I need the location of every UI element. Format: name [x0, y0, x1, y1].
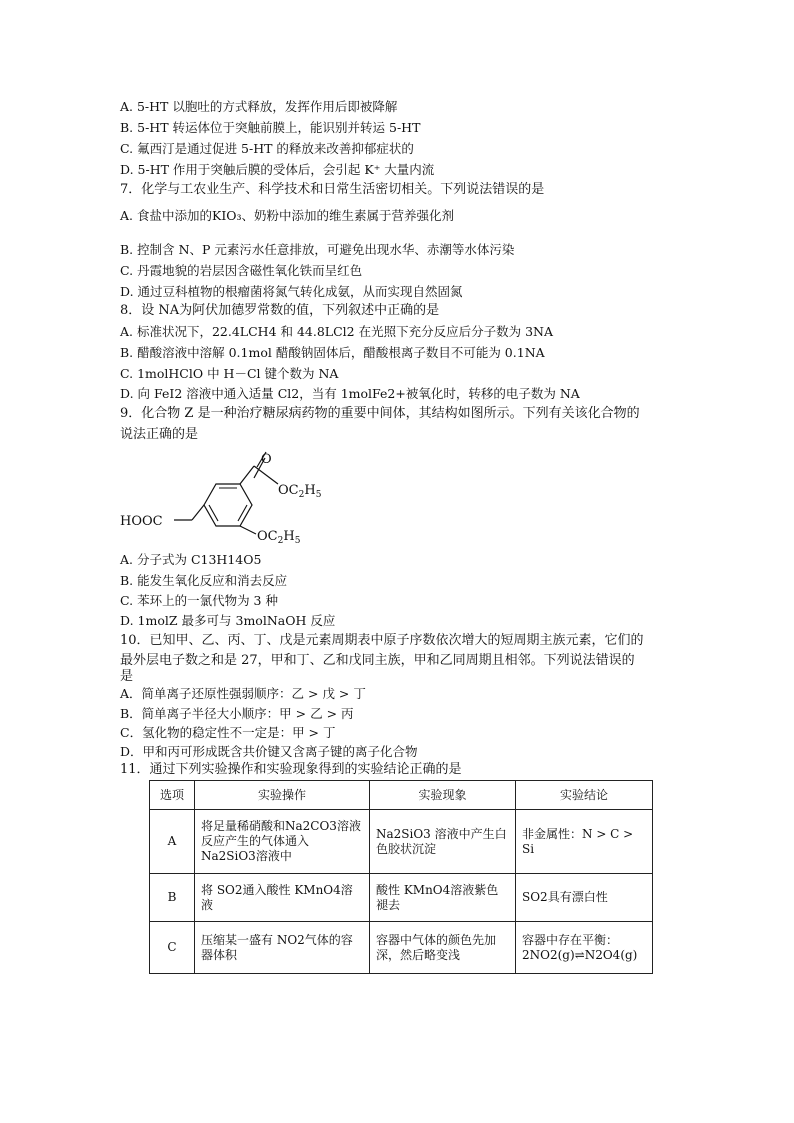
ch2-bond — [192, 505, 204, 520]
q7-option-c: C. 丹霞地貌的岩层因含磁性氧化铁而呈红色 — [120, 263, 363, 278]
q10-option-b: B．简单离子半径大小顺序：甲 > 乙 > 丙 — [120, 706, 354, 721]
benzene-ring — [204, 484, 252, 526]
q8-option-b: B. 醋酸溶液中溶解 0.1mol 醋酸钠固体后，醋酸根离子数目不可能为 0.1NA — [120, 345, 545, 360]
experiment-table — [149, 780, 653, 974]
q9-stem-line2: 说法正确的是 — [120, 427, 199, 442]
ester-o-bond — [254, 466, 278, 484]
table-row — [150, 922, 653, 974]
table-header-row — [150, 781, 653, 810]
q7-option-a: A. 食盐中添加的KIO₃、奶粉中添加的维生素属于营养强化剂 — [120, 208, 455, 223]
compound-z-structure — [118, 448, 348, 548]
q10-option-d: D．甲和丙可形成既含共价键又含离子键的离子化合物 — [120, 744, 418, 759]
row-phenomenon: 容器中气体的颜色先加深，然后略变浅 — [370, 922, 516, 974]
row-option: C — [150, 922, 195, 974]
header-operation: 实验操作 — [195, 781, 370, 810]
q6-option-d: D. 5-HT 作用于突触后膜的受体后，会引起 K⁺ 大量内流 — [120, 162, 435, 177]
q8-option-d: D. 向 FeI2 溶液中通入适量 Cl2，当有 1molFe2+被氧化时，转移的电子数为 NA — [120, 386, 580, 401]
ester-bond — [240, 466, 254, 484]
row-operation: 将足量稀硝酸和Na2CO3溶液反应产生的气体通入Na2SiO3溶液中 — [195, 810, 370, 874]
row-conclusion: 容器中存在平衡：2NO2(g)⇌N2O4(g) — [516, 922, 653, 974]
row-conclusion: SO2具有漂白性 — [516, 874, 653, 922]
q9-option-d: D. 1molZ 最多可与 3molNaOH 反应 — [120, 613, 336, 628]
row-phenomenon: Na2SiO3 溶液中产生白色胶状沉淀 — [370, 810, 516, 874]
q10-option-a: A．简单离子还原性强弱顺序：乙 > 戊 > 丁 — [120, 686, 366, 701]
table-row — [150, 874, 653, 922]
q6-option-b: B. 5-HT 转运体位于突触前膜上，能识别并转运 5-HT — [120, 120, 421, 135]
header-option: 选项 — [150, 781, 195, 810]
q8-option-a: A. 标准状况下，22.4LCH4 和 44.8LCl2 在光照下充分反应后分子数为 3NA — [120, 324, 553, 339]
q10-stem-line1: 10．已知甲、乙、丙、丁、戊是元素周期表中原子序数依次增大的短周期主族元素，它们的 — [120, 633, 644, 648]
q10-option-c: C．氢化物的稳定性不一定是：甲 > 丁 — [120, 725, 336, 740]
q9-option-b: B. 能发生氧化反应和消去反应 — [120, 573, 288, 588]
ester-oc2h5-label: $OC_2H_5$ — [278, 483, 322, 500]
ring-double-bond — [238, 505, 247, 521]
q7-option-b: B. 控制含 N、P 元素污水任意排放，可避免出现水华、赤潮等水体污染 — [120, 242, 515, 257]
row-operation: 将 SO2通入酸性 KMnO4溶液 — [195, 874, 370, 922]
ethoxy-oc2h5-label: $OC_2H_5$ — [257, 529, 301, 546]
header-phenomenon: 实验现象 — [370, 781, 516, 810]
ring-double-bond — [209, 505, 218, 521]
ethoxy-bond — [240, 526, 256, 534]
q8-stem: 8．设 NA为阿伏加德罗常数的值，下列叙述中正确的是 — [120, 303, 440, 318]
q9-option-c: C. 苯环上的一氯代物为 3 种 — [120, 593, 278, 608]
q7-option-d: D. 通过豆科植物的根瘤菌将氮气转化成氨，从而实现自然固氮 — [120, 284, 463, 299]
table-row — [150, 810, 653, 874]
q9-option-a: A. 分子式为 C13H14O5 — [120, 552, 262, 567]
header-conclusion: 实验结论 — [516, 781, 653, 810]
q6-option-c: C. 氟西汀是通过促进 5-HT 的释放来改善抑郁症状的 — [120, 141, 414, 156]
q7-stem: 7．化学与工农业生产、科学技术和日常生活密切相关。下列说法错误的是 — [120, 182, 545, 197]
q8-option-c: C. 1molHClO 中 H－Cl 键个数为 NA — [120, 366, 339, 381]
carbonyl-o-label: O — [261, 452, 272, 467]
row-option: A — [150, 810, 195, 874]
q10-stem-line3: 是 — [120, 669, 134, 684]
row-conclusion: 非金属性：N > C > Si — [516, 810, 653, 874]
row-operation: 压缩某一盛有 NO2气体的容器体积 — [195, 922, 370, 974]
row-option: B — [150, 874, 195, 922]
q11-stem: 11．通过下列实验操作和实验现象得到的实验结论正确的是 — [120, 762, 462, 777]
hooc-label: HOOC — [120, 514, 163, 529]
row-phenomenon: 酸性 KMnO4溶液紫色褪去 — [370, 874, 516, 922]
q6-option-a: A. 5-HT 以胞吐的方式释放，发挥作用后即被降解 — [120, 99, 398, 114]
q9-stem-line1: 9．化合物 Z 是一种治疗糖尿病药物的重要中间体，其结构如图所示。下列有关该化合物的 — [120, 406, 640, 421]
q10-stem-line2: 最外层电子数之和是 27，甲和丁、乙和戊同主族，甲和乙同周期且相邻。下列说法错误的 — [120, 653, 635, 668]
